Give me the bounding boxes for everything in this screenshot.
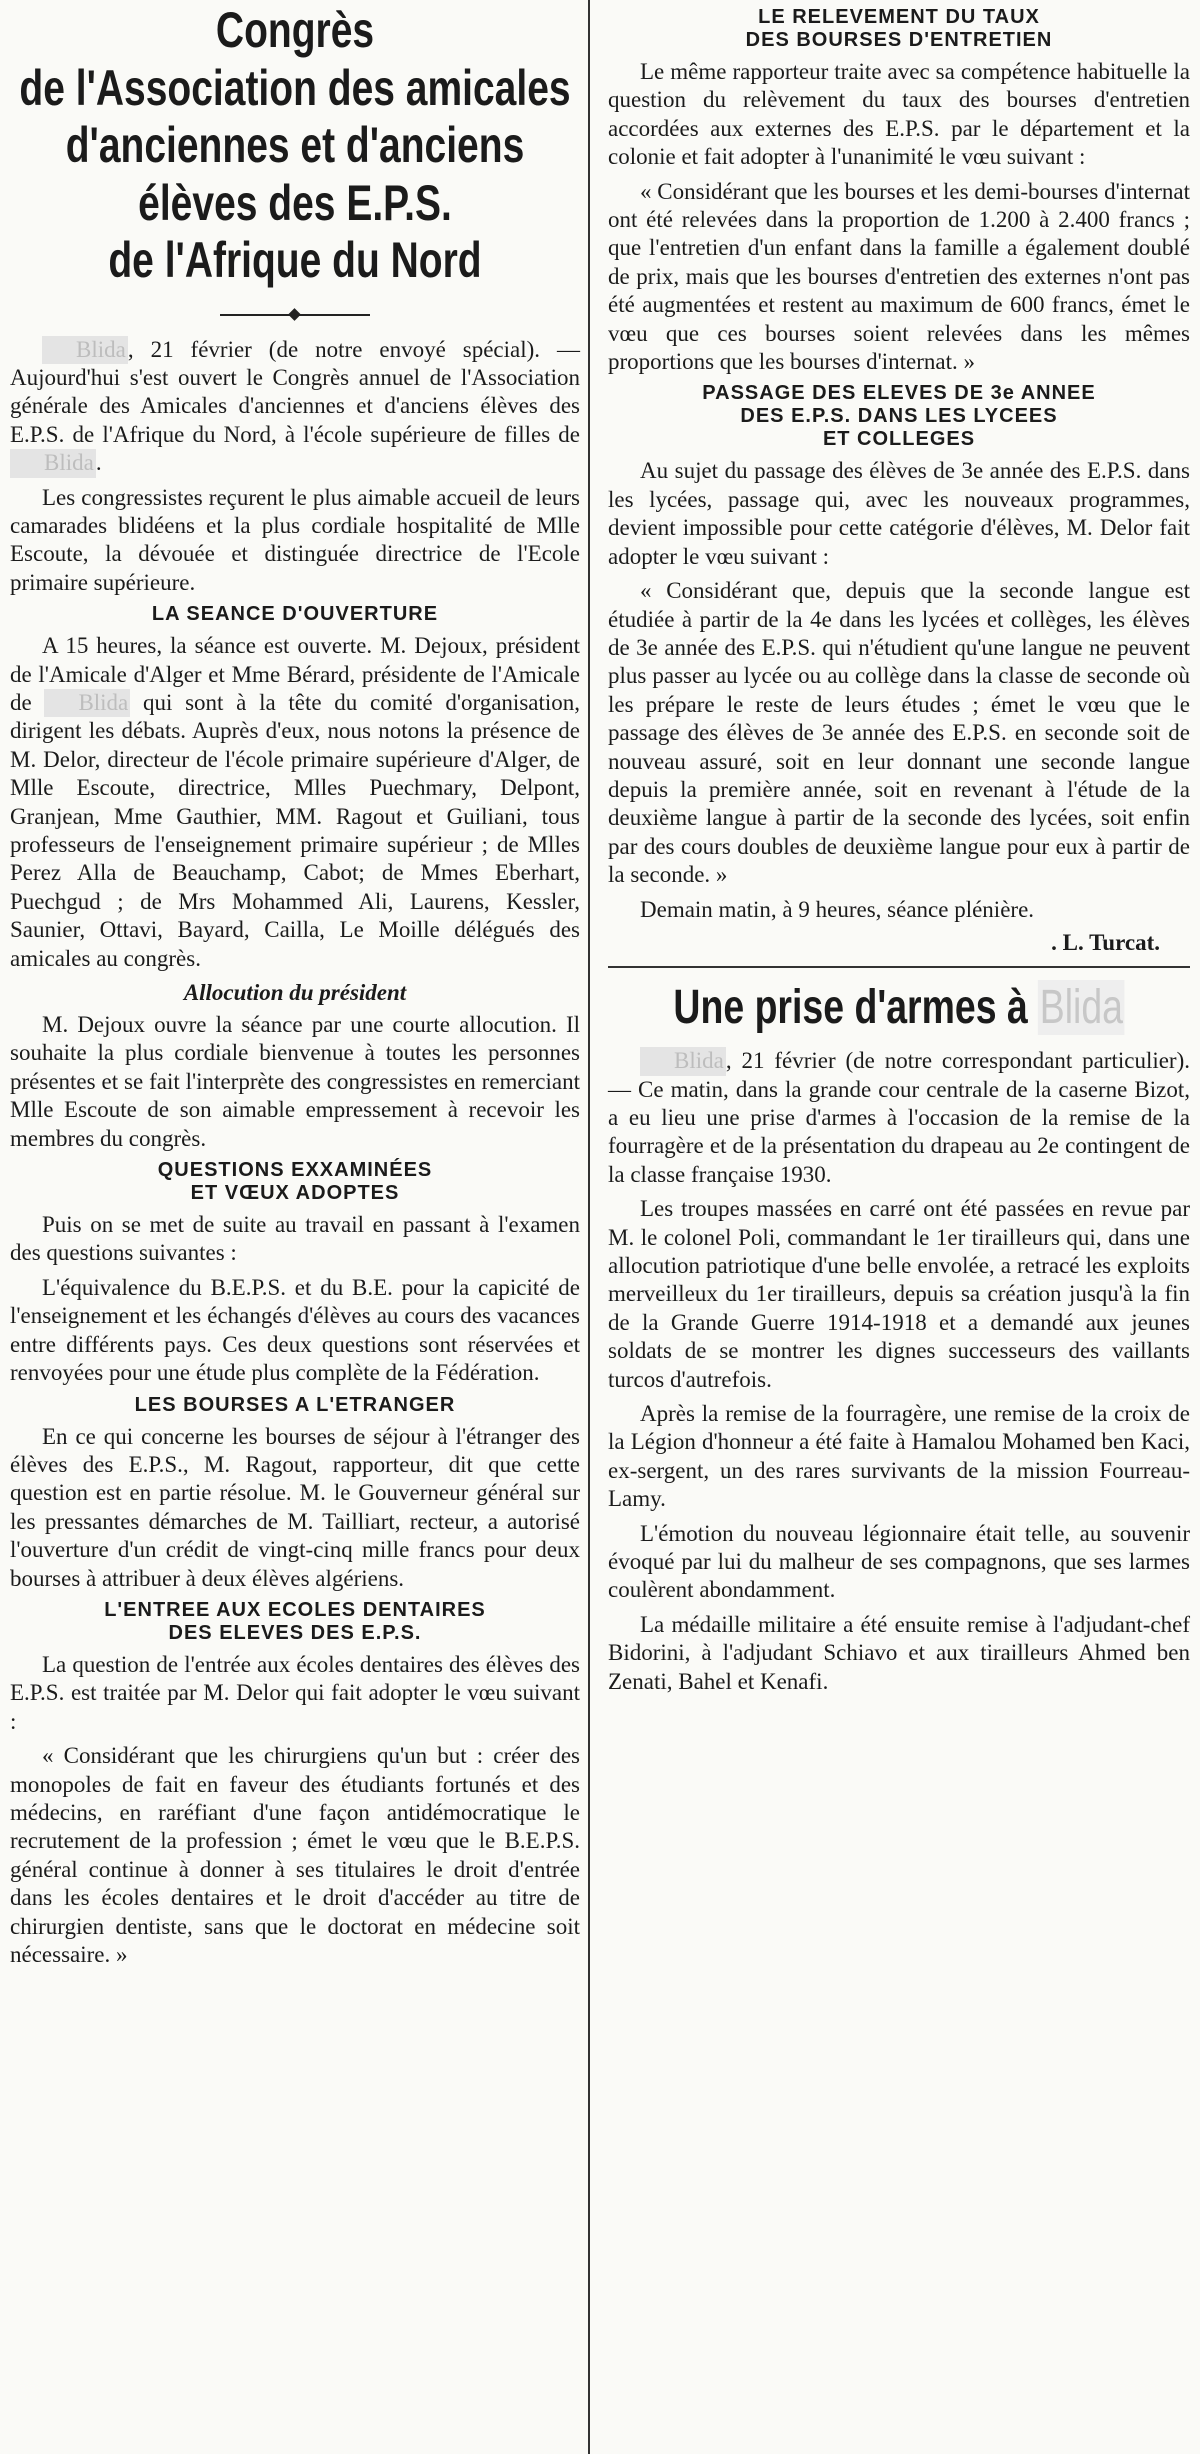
headline-text: Une prise d'armes à (673, 980, 1028, 1034)
heading-line: DES BOURSES D'ENTRETIEN (745, 29, 1053, 51)
ornament-diamond (288, 308, 301, 321)
section-heading: LA SEANCE D'OUVERTURE (151, 603, 439, 626)
prise-intro-paragraph (608, 1047, 1190, 1189)
paragraph: L'équivalence du B.E.P.S. et du B.E. pour la capicité de l'enseignement et les échangés d'élèves au cours des vacances entre différents pays. Ces deux questions sont réservées et renvoyées pour une étude plus complète de la Fédération. (10, 1274, 580, 1386)
section-heading (10, 1159, 580, 1205)
place-name: Blida (10, 449, 96, 477)
dateline-place: Blida (42, 336, 128, 364)
paragraph: La question de l'entrée aux écoles dentaires des élèves des E.P.S. est traitée par M. Delor qui fait adopter le vœu suivant : (10, 1651, 580, 1734)
paragraph: La médaille militaire a été ensuite remise à l'adjudant-chef Bidorini, à l'adjudant Schiavo et aux tirailleurs Ahmed ben Zenati, Bahel et Kenafi. (608, 1611, 1190, 1694)
section-heading: LES BOURSES A L'ETRANGER (134, 1393, 456, 1416)
prise-intro-text: , 21 février (de notre correspondant particulier). — Ce matin, dans la grande cour centrale de la caserne Bizot, a eu lieu une prise d'armes à l'occasion de la remise de la fourragère et de la présentation du drapeau au 2e contingent de la classe française 1930. (608, 1048, 1190, 1187)
heading-line: L'ENTREE AUX ECOLES DENTAIRES (104, 1598, 486, 1621)
paragraph: Le même rapporteur traite avec sa compétence habituelle la question du relèvement du taux des bourses d'entretien accordées aux externes des E.P.S. par le département et la colonie et fait adopter à l'unanimité le vœu suivant : (608, 59, 1190, 170)
headline-line: de l'Association des amicales (19, 59, 571, 116)
headline-ornament (220, 308, 370, 322)
heading-line: QUESTIONS EXXAMINÉES (157, 1159, 433, 1182)
heading-line: DES ELEVES DES E.P.S. (168, 1621, 422, 1644)
heading-line: PASSAGE DES ELEVES DE 3e ANNEE (702, 382, 1096, 405)
heading-line: ET COLLEGES (822, 428, 976, 451)
seance-paragraph (10, 632, 580, 973)
place-name: Blida (44, 689, 130, 717)
author-signature: . L. Turcat. (1051, 929, 1160, 955)
left-column (0, 0, 586, 2454)
paragraph: Demain matin, à 9 heures, séance plénière. (640, 896, 1035, 922)
place-name: Blida (1039, 980, 1124, 1034)
headline-line: de l'Afrique du Nord (108, 232, 482, 288)
section-heading (10, 1599, 580, 1645)
seance-text: A 15 heures, la séance est ouverte. M. Dejoux, président de l'Amicale d'Alger et Mme Bérard, présidente de l'Amicale de (10, 633, 580, 715)
heading-line: LE RELEVEMENT DU TAUX (758, 6, 1040, 28)
intro-text: , 21 février (de notre envoyé spécial). — Aujourd'hui s'est ouvert le Congrès annuel de l'Association générale des Amicales d'anciennes et d'anciens élèves des E.P.S. de l'Afrique du Nord, à l'école supérieure de filles de (10, 336, 580, 447)
headline-line: élèves des E.P.S. (138, 174, 452, 231)
headline-line: d'anciennes et d'anciens (65, 117, 525, 173)
paragraph: Au sujet du passage des élèves de 3e année des E.P.S. dans les lycées, passage qui, avec les nouveaux programmes, devient impossible pour cette catégorie d'élèves, M. Delor fait adopter le vœu suivant : (608, 458, 1190, 569)
heading-line: DES E.P.S. DANS LES LYCEES (740, 405, 1058, 428)
section-heading (608, 6, 1190, 52)
paragraph: M. Dejoux ouvre la séance par une courte allocution. Il souhaite la plus cordiale bienvenue à toutes les personnes présentes et se fait l'interprète des congressistes en remerciant Mlle Escoute de son aimable empressement à recevoir les membres du congrès. (10, 1012, 580, 1151)
headline-line: Congrès (215, 2, 375, 58)
paragraph: Après la remise de la fourragère, une remise de la croix de la Légion d'honneur a été faite à Hamalou Mohamed ben Kaci, ex-sergent, un des rares survivants de la mission Fourreau-Lamy. (608, 1401, 1190, 1512)
paragraph: L'émotion du nouveau légionnaire était telle, au souvenir évoqué par lui du malheur de ses compagnons, que ses larmes coulèrent abondamment. (608, 1520, 1190, 1603)
intro-paragraph (10, 336, 580, 478)
paragraph: Les congressistes reçurent le plus aimable accueil de leurs camarades blidéens et la plus cordiale hospitalité de Mlle Escoute, la dévouée et distinguée directrice de l'Ecole primaire supérieure. (10, 484, 580, 595)
quote-paragraph: « Considérant que, depuis que la seconde langue est étudiée à partir de la 4e dans les lycées et collèges, les élèves de 3e année des E.P.S. qui n'étudient qu'une langue ne peuvent plus passer au lycée ou au collège dans la classe de seconde où les prépare le reste de leurs études ; émet le vœu que le passage des élèves de 3e année des E.P.S. en seconde soit de nouveau assuré, soit en leur donnant une seconde langue depuis la première année, soit en revenant à l'étude de la deuxième langue à partir de la seconde des lycées, soit enfin par des cours doubles de deuxième langue pour eux à partir de la seconde. » (608, 578, 1190, 888)
dateline-place: Blida (640, 1047, 726, 1075)
paragraph: Puis on se met de suite au travail en passant à l'examen des questions suivantes : (10, 1212, 580, 1266)
subsection-heading: Allocution du président (183, 980, 407, 1006)
column-rule (588, 0, 590, 2454)
second-headline (641, 980, 1157, 1035)
article-divider (608, 966, 1190, 968)
heading-line: ET VŒUX ADOPTES (190, 1182, 400, 1205)
quote-paragraph: « Considérant que les chirurgiens qu'un but : créer des monopoles de fait en faveur des étudiants fortunés et des médecins, en raréfiant d'une façon antidémocratique le recrutement de la profession ; émet le vœu que le B.E.P.S. général continue à donner à ses titulaires le droit d'entrée dans les écoles dentaires et le droit d'accéder au titre de chirurgien dentiste, sans que le doctorat en médecine soit nécessaire. » (10, 1743, 580, 1967)
paragraph: Les troupes massées en carré ont été passées en revue par M. le colonel Poli, commandant le 1er tirailleurs qui, dans une allocution patriotique d'une belle envolée, a retracé les exploits merveilleux du 1er tirailleurs, depuis sa création jusqu'à la fin de la Grande Guerre 1914-1918 et a demandé aux jeunes soldats de se montrer les dignes successeurs des vaillants turcos d'autrefois. (608, 1196, 1190, 1392)
main-headline (10, 2, 579, 290)
section-heading (608, 382, 1190, 451)
intro-end: . (95, 450, 102, 476)
paragraph: En ce qui concerne les bourses de séjour à l'étranger des élèves des E.P.S., M. Ragout, rapporteur, dit que cette question est en partie résolue. M. le Gouverneur général sur les pressantes démarches de M. Tailliart, recteur, a autorisé l'ouverture d'un crédit de vingt-cinq mille francs pour deux bourses à attribuer à deux élèves algériens. (10, 1423, 580, 1591)
quote-paragraph: « Considérant que les bourses et les demi-bourses d'internat ont été relevées dans la proportion de 1.200 à 2.400 francs ; que l'entretien d'un enfant dans la famille a également doublé de prix, mais que les bourses d'entretien des externes n'ont pas été augmentées et restent au maximum de 600 francs, émet le vœu que ces bourses soient relevées dans les mêmes proportions que les bourses d'internat. » (608, 178, 1190, 375)
seance-text: qui sont à la tête du comité d'organisation, dirigent les débats. Auprès d'eux, nous notons la présence de M. Delor, directeur de l'école primaire supérieure d'Alger, de Mlle Escoute, directrice, Mlles Puechmary, Delpont, Granjean, Mme Gauthier, MM. Ragout et Guiliani, tous professeurs de l'enseignement primaire supérieur ; de Mlles Perez Alla de Beauchamp, Cabot; de Mmes Eberhart, Puechgud ; de Mrs Mohammed Ali, Laurens, Kessler, Saunier, Ottavi, Bayard, Cailla, Le Moille délégués des amicales au congrès. (10, 689, 581, 971)
right-column (594, 0, 1200, 2454)
